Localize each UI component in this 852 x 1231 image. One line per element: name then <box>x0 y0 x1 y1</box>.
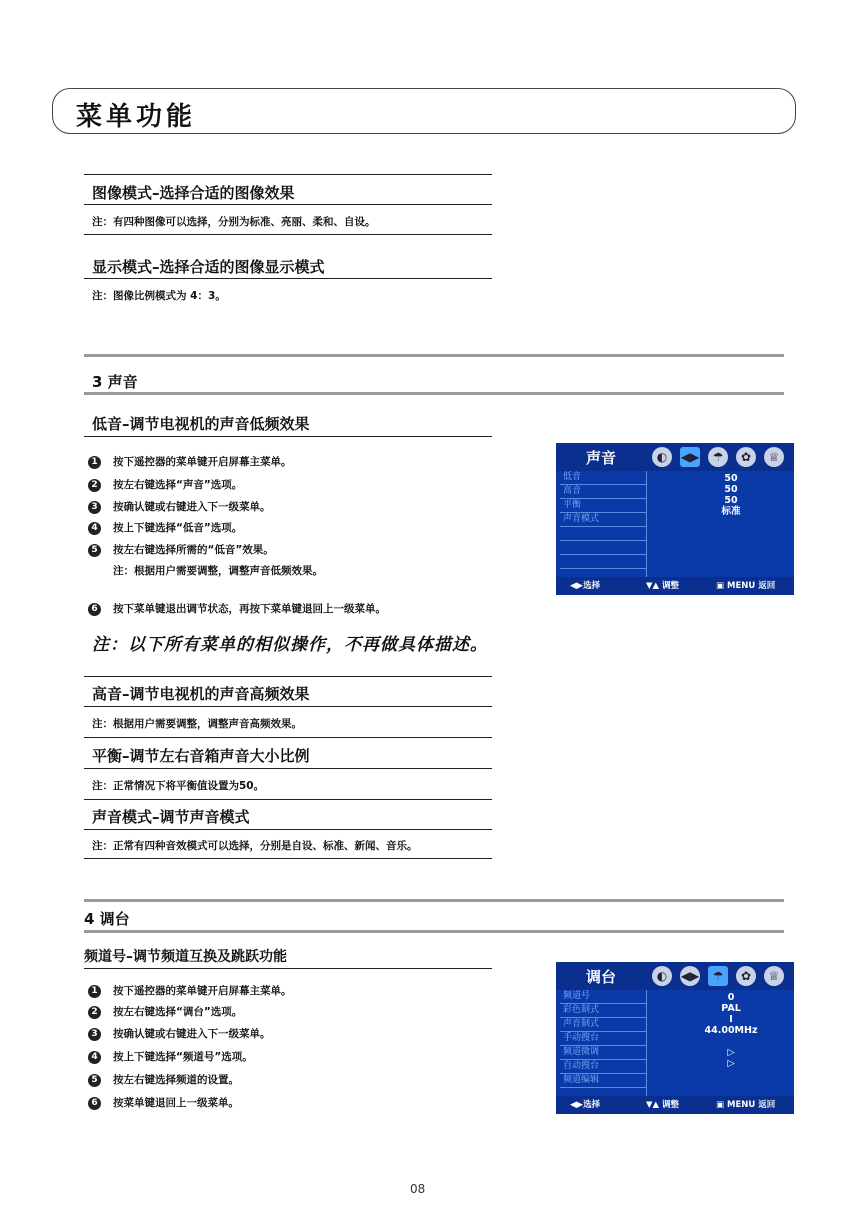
settings-icon: ♕ <box>764 966 784 986</box>
step-6: 6 按菜单键退回上一级菜单。 <box>88 1095 239 1111</box>
heading-display-mode: 显示模式–选择合适的图像显示模式 <box>92 258 325 276</box>
page-title: 菜单功能 <box>76 102 197 132</box>
heading-image-mode: 图像模式–选择合适的图像效果 <box>92 184 295 202</box>
section-4-title: 4 调台 <box>84 910 130 928</box>
menu-item: 自动搜台 <box>560 1060 646 1074</box>
menu-item: 低音 <box>560 471 646 485</box>
menu-item: 高音 <box>560 485 646 499</box>
page-number: 08 <box>410 1182 426 1196</box>
tuning-icon: ☂ <box>708 447 728 467</box>
menu-item: 频道号 <box>560 990 646 1004</box>
step-1: 1 按下遥控器的菜单键开启屏幕主菜单。 <box>88 983 292 999</box>
step-6: 6 按下菜单键退出调节状态，再按下菜单键退回上一级菜单。 <box>88 601 386 617</box>
picture-icon: ◐ <box>652 966 672 986</box>
menu-value: ▷ <box>727 1058 735 1069</box>
menu-item: 频道微调 <box>560 1046 646 1060</box>
menu-value: I <box>729 1014 733 1025</box>
note-balance: 注：正常情况下将平衡值设置为50。 <box>92 780 265 792</box>
general-note: 注：以下所有菜单的相似操作，不再做具体描述。 <box>92 635 488 655</box>
footer-back: ▣ MENU 返回 <box>716 1100 776 1110</box>
step-4: 4 按上下键选择“频道号”选项。 <box>88 1049 253 1065</box>
sound-icon: ◀▶ <box>680 447 700 467</box>
step-2: 2 按左右键选择“调台”选项。 <box>88 1004 242 1020</box>
menu-value: 标准 <box>721 506 741 517</box>
heading-channel: 频道号–调节频道互换及跳跃功能 <box>84 949 287 965</box>
settings-icon: ♕ <box>764 447 784 467</box>
heading-bass: 低音–调节电视机的声音低频效果 <box>92 415 310 433</box>
step-3: 3 按确认键或右键进入下一级菜单。 <box>88 1026 271 1042</box>
menu-item: 彩色制式 <box>560 1004 646 1018</box>
heading-balance: 平衡–调节左右音箱声音大小比例 <box>92 747 310 765</box>
menu-value: ▷ <box>727 1047 735 1058</box>
menu-value: 44.00MHz <box>704 1025 758 1036</box>
step-5-note: 注：根据用户需要调整，调整声音低频效果。 <box>113 565 323 577</box>
gear-icon: ✿ <box>736 966 756 986</box>
section-3-title: 3 声音 <box>92 373 138 391</box>
note-sound-mode: 注：正常有四种音效模式可以选择，分别是自设、标准、新闻、音乐。 <box>92 840 418 852</box>
menu-value: 50 <box>724 495 738 506</box>
menu-item: 声音模式 <box>560 513 646 527</box>
note-image-mode: 注：有四种图像可以选择，分别为标准、亮丽、柔和、自设。 <box>92 216 376 228</box>
menu-value: 50 <box>724 473 738 484</box>
heading-treble: 高音–调节电视机的声音高频效果 <box>92 685 310 703</box>
menu-title: 调台 <box>586 968 617 986</box>
footer-select: ◀▶选择 <box>570 581 601 591</box>
menu-item: 频道编辑 <box>560 1074 646 1088</box>
menu-value: 50 <box>724 484 738 495</box>
heading-sound-mode: 声音模式–调节声音模式 <box>92 808 250 826</box>
step-5: 5 按左右键选择频道的设置。 <box>88 1072 239 1088</box>
gear-icon: ✿ <box>736 447 756 467</box>
menu-value: PAL <box>721 1003 741 1014</box>
sound-menu-screenshot <box>556 443 794 595</box>
tuning-icon: ☂ <box>708 966 728 986</box>
step-2: 2 按左右键选择“声音”选项。 <box>88 477 242 493</box>
footer-adjust: ▼▲ 调整 <box>646 1100 680 1110</box>
tuning-menu-screenshot <box>556 962 794 1114</box>
note-display-mode: 注：图像比例模式为 4：3。 <box>92 290 226 302</box>
step-1: 1 按下遥控器的菜单键开启屏幕主菜单。 <box>88 454 292 470</box>
picture-icon: ◐ <box>652 447 672 467</box>
menu-item: 平衡 <box>560 499 646 513</box>
menu-value <box>676 1036 786 1047</box>
footer-back: ▣ MENU 返回 <box>716 581 776 591</box>
step-5: 5 按左右键选择所需的“低音”效果。 <box>88 542 274 558</box>
menu-item: 手动搜台 <box>560 1032 646 1046</box>
menu-value: 0 <box>727 992 735 1003</box>
footer-select: ◀▶选择 <box>570 1100 601 1110</box>
step-3: 3 按确认键或右键进入下一级菜单。 <box>88 499 271 515</box>
menu-item: 声音制式 <box>560 1018 646 1032</box>
footer-adjust: ▼▲ 调整 <box>646 581 680 591</box>
step-4: 4 按上下键选择“低音”选项。 <box>88 520 242 536</box>
menu-title: 声音 <box>586 449 617 467</box>
note-treble: 注：根据用户需要调整，调整声音高频效果。 <box>92 718 302 730</box>
sound-icon: ◀▶ <box>680 966 700 986</box>
